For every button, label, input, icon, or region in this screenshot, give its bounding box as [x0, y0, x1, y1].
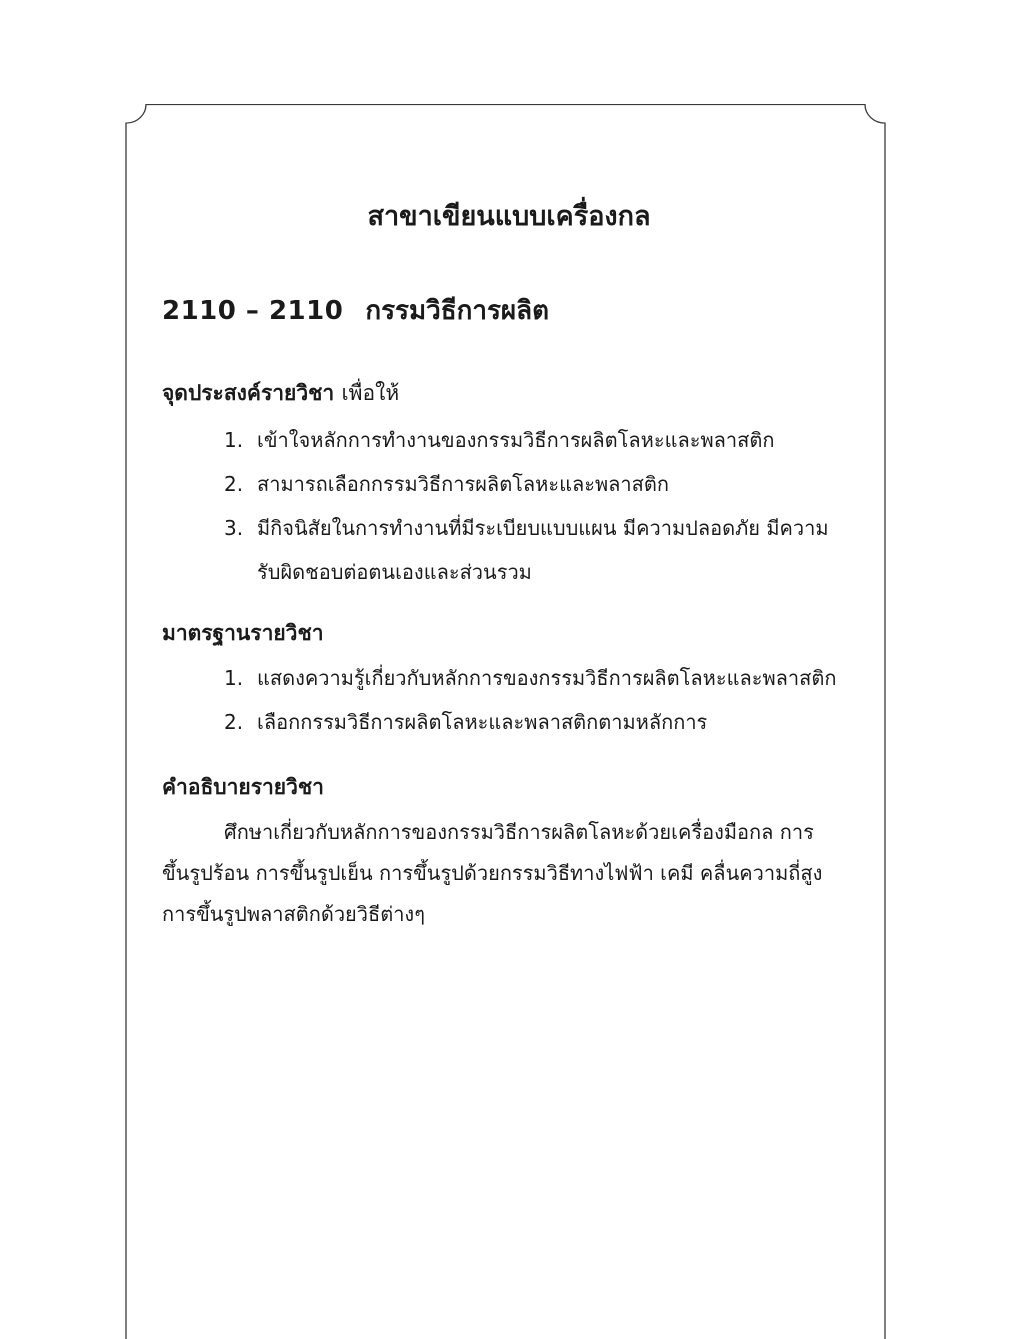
list-item-text: แสดงความรู้เกี่ยวกับหลักการของกรรมวิธีการผลิตโลหะและพลาสติก: [257, 666, 837, 690]
list-item-continuation: รับผิดชอบต่อตนเองและส่วนรวม: [257, 560, 532, 584]
course-heading: [162, 290, 549, 331]
list-item: [162, 506, 856, 594]
list-item-number: 3.: [224, 516, 244, 540]
description-paragraph: [162, 812, 856, 935]
objectives-list: [162, 418, 856, 594]
list-item-text: เข้าใจหลักการทำงานของกรรมวิธีการผลิตโลหะและพลาสติก: [257, 428, 775, 452]
list-item-number: 2.: [224, 710, 244, 734]
standards-list: [162, 656, 856, 744]
standards-heading: มาตรฐานรายวิชา: [162, 621, 324, 645]
list-item: [162, 656, 856, 700]
list-item: [162, 418, 856, 462]
page-title: สาขาเขียนแบบเครื่องกล: [367, 201, 651, 232]
list-item-text: เลือกกรรมวิธีการผลิตโลหะและพลาสติกตามหลักการ: [257, 710, 708, 734]
objectives-heading-label: จุดประสงค์รายวิชา: [162, 381, 335, 405]
list-item-text: สามารถเลือกกรรมวิธีการผลิตโลหะและพลาสติก: [257, 472, 669, 496]
list-item-number: 1.: [224, 428, 244, 452]
page-content: [162, 190, 856, 926]
list-item-text: มีกิจนิสัยในการทำงานที่มีระเบียบแบบแผน มีความปลอดภัย มีความ: [257, 516, 829, 540]
list-item-number: 2.: [224, 472, 244, 496]
description-line: ขึ้นรูปร้อน การขึ้นรูปเย็น การขึ้นรูปด้วยกรรมวิธีทางไฟฟ้า เคมี คลื่นความถี่สูง: [162, 861, 823, 885]
objectives-section: [162, 376, 856, 594]
course-name: กรรมวิธีการผลิต: [365, 296, 549, 326]
course-code: 2110 – 2110: [162, 296, 344, 326]
description-line: การขึ้นรูปพลาสติกด้วยวิธีต่างๆ: [162, 902, 425, 926]
list-item: [162, 462, 856, 506]
description-heading: คำอธิบายรายวิชา: [162, 775, 324, 799]
objectives-heading: [162, 376, 856, 410]
description-line: ศึกษาเกี่ยวกับหลักการของกรรมวิธีการผลิตโลหะด้วยเครื่องมือกล การ: [224, 820, 814, 844]
description-section: [162, 770, 856, 935]
list-item: [162, 700, 856, 744]
objectives-heading-suffix: เพื่อให้: [341, 381, 400, 405]
list-item-number: 1.: [224, 666, 244, 690]
standards-section: [162, 616, 856, 744]
